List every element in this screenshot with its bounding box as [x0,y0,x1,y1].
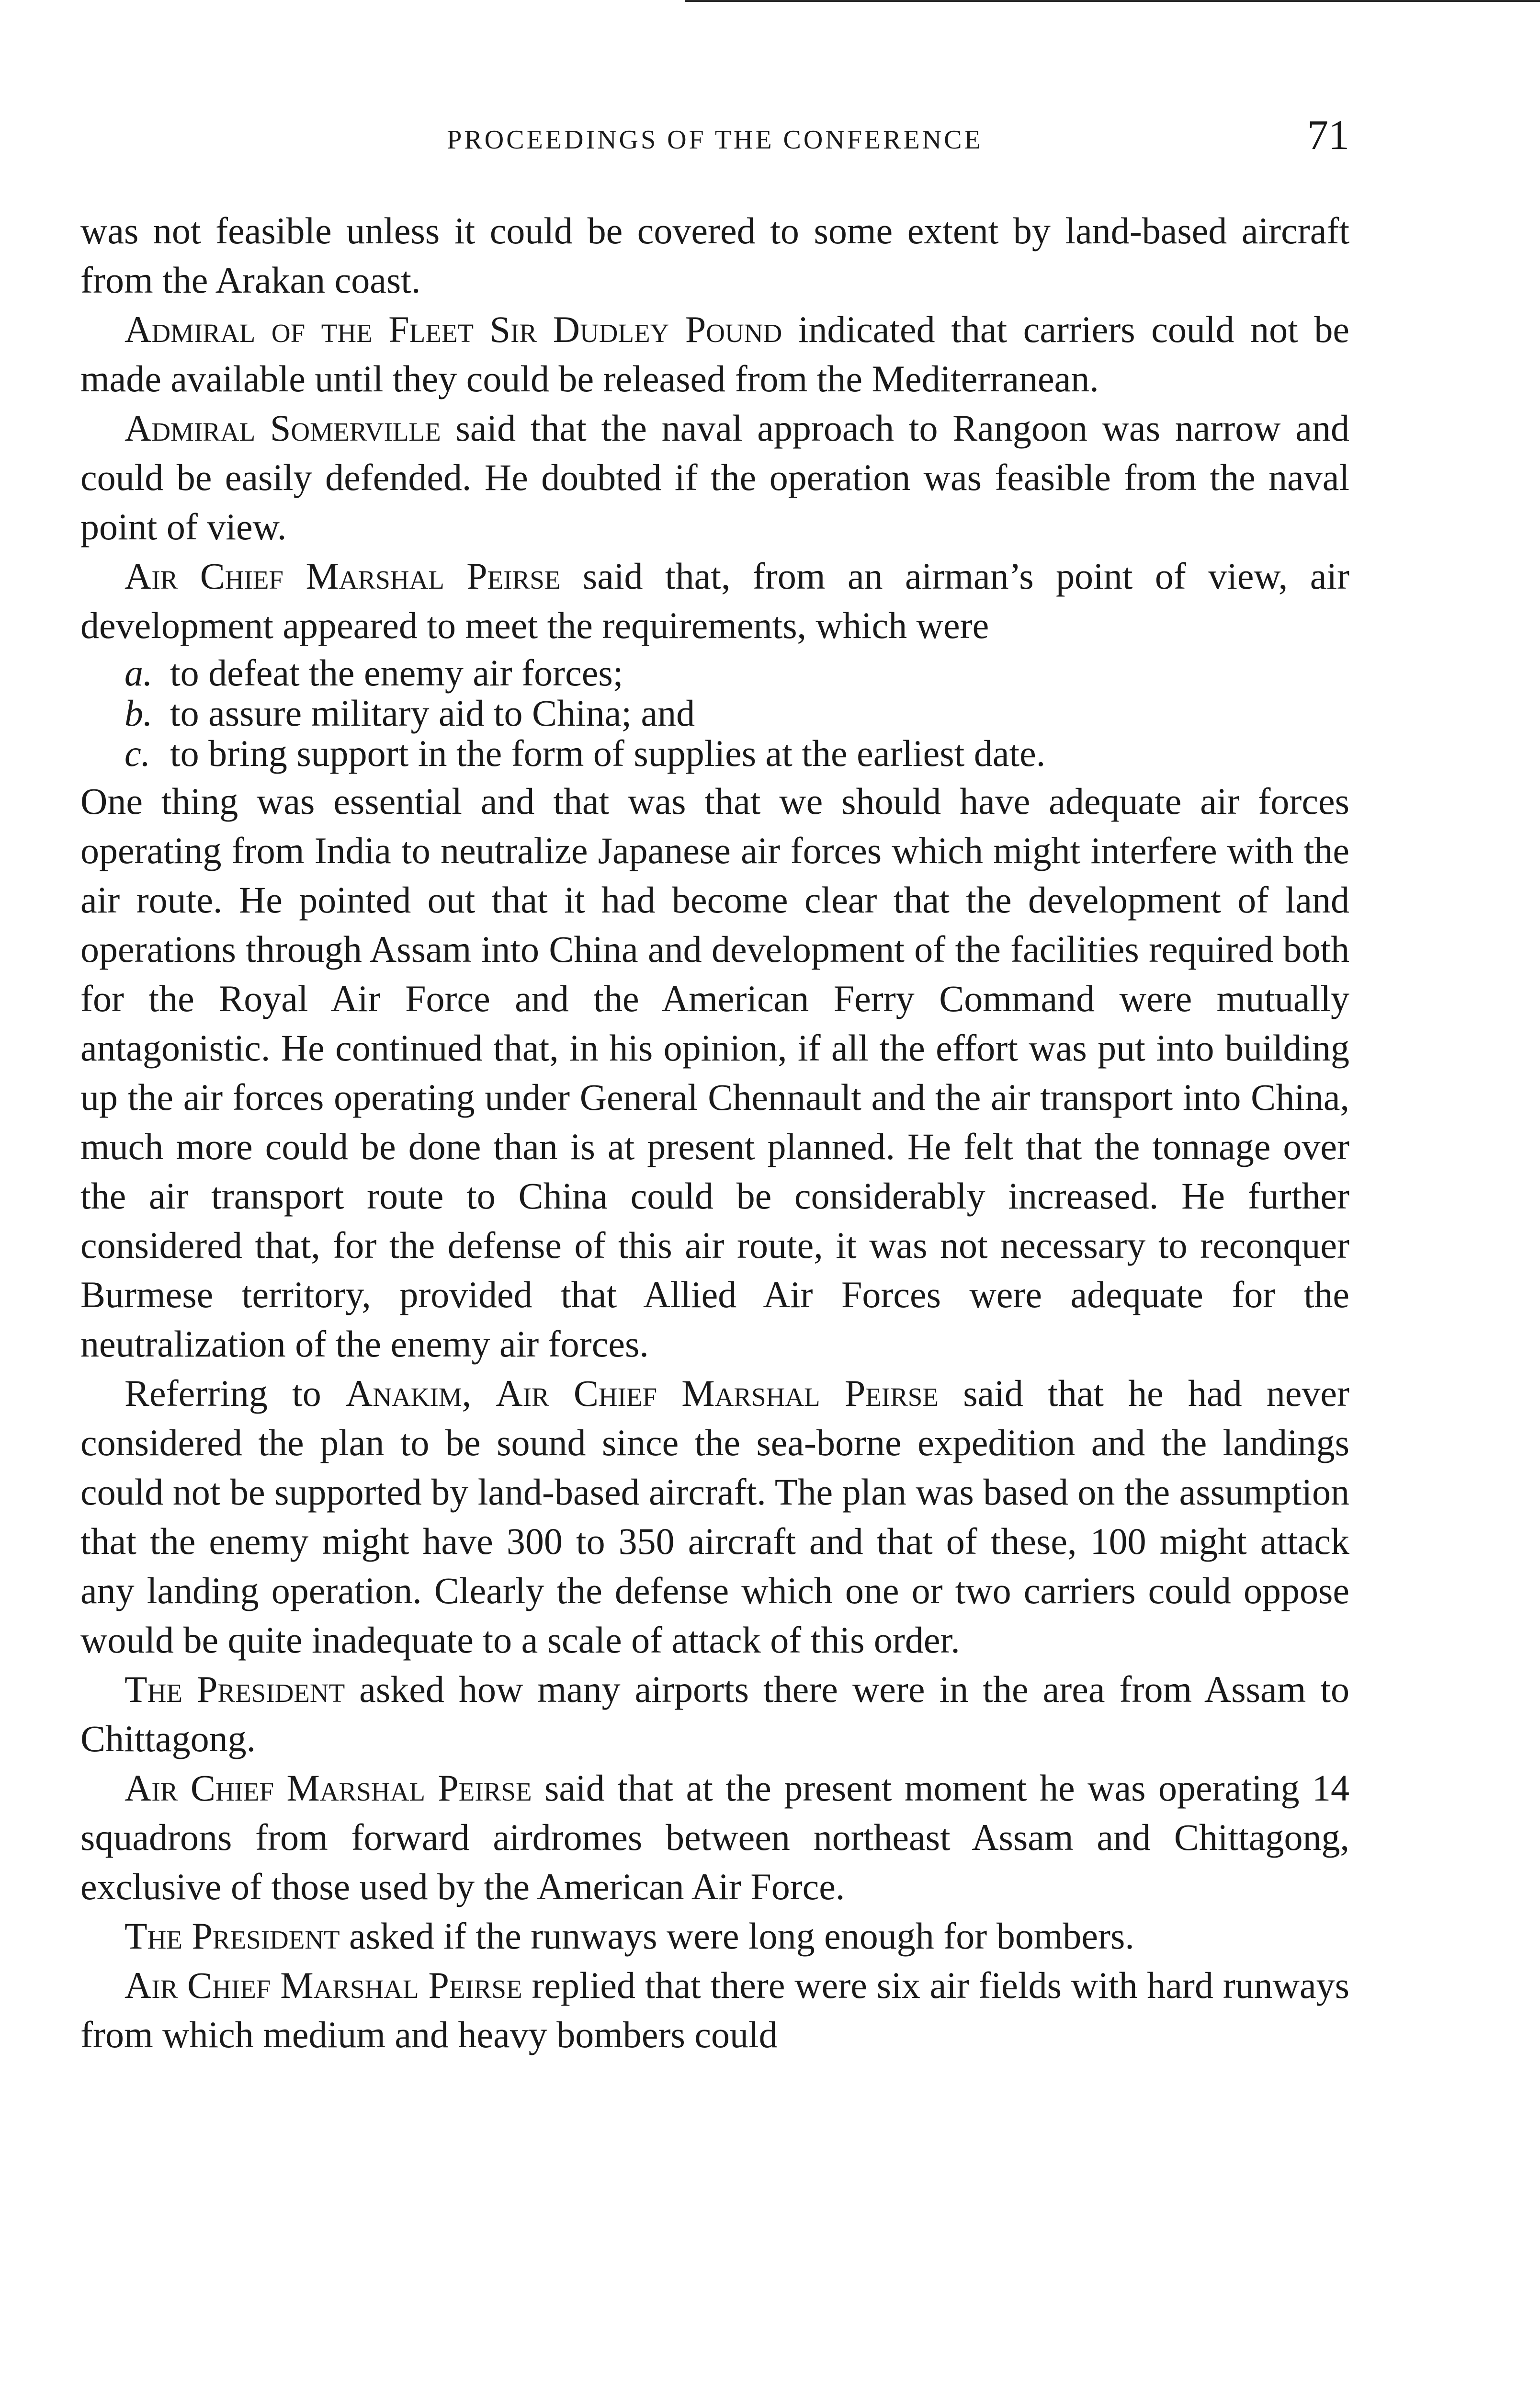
paragraph-text: asked if the runways were long enough for bombers. [340,1915,1134,1957]
speaker-name: Air Chief Marshal Peirse [125,1767,532,1809]
list-letter: c. [125,732,151,774]
paragraph-text: said that the naval approach to Rangoon was narrow and could be easily defended. He doubted if the operation was feasible from the naval point of view. [80,407,1349,547]
paragraph-text: said that, from an airman’s point of view, air development appeared to meet the requirements, which were [80,555,1349,646]
speaker-name: Air Chief Marshal Peirse [125,555,561,597]
list-item [125,693,1349,733]
speaker-name: The President [125,1915,340,1957]
paragraph-comma: , [462,1372,496,1414]
paragraph-9 [80,1911,1349,1961]
list-text: to bring support in the form of supplies at the earliest date. [170,732,1046,774]
list-letter: b. [125,692,153,734]
page-header [80,111,1349,173]
paragraph-7 [80,1665,1349,1763]
paragraph-1: was not feasible unless it could be covered to some extent by land-based aircraft from the Arakan coast. [80,210,1349,301]
list-text: to defeat the enemy air forces; [170,652,623,694]
paragraph-text: said that at the present moment he was operating 14 squadrons from forward airdromes between northeast Assam and Chittagong, exclusive of those used by the American Air Force. [80,1767,1349,1907]
top-rule [685,0,1540,2]
paragraph-text: said that he had never considered the plan to be sound since the sea-borne expedition and the landings could not be supported by land-based aircraft. The plan was based on the assumption that the enemy might have 300 to 350 aircraft and that of these, 100 might attack any landing operation. Clearly the defense which one or two carriers could oppose would be quite inadequate to a scale of attack of this order. [80,1372,1349,1661]
speaker-name: Admiral of the Fleet Sir Dudley Pound [125,308,782,350]
page-number: 71 [1307,112,1349,159]
paragraph-4 [80,551,1349,650]
paragraph-text: indicated that carriers could not be made available until they could be released from the Mediterranean. [80,308,1349,399]
speaker-name: Air Chief Marshal Peirse [125,1964,522,2006]
requirements-list [125,653,1349,774]
list-item [125,653,1349,693]
list-letter: a. [125,652,153,694]
speaker-name: Air Chief Marshal Peirse [496,1372,939,1414]
running-title: PROCEEDINGS OF THE CONFERENCE [447,125,983,155]
paragraph-lead: Referring to [125,1372,346,1414]
paragraph-10 [80,1961,1349,2059]
operation-name: Anakim [345,1372,462,1414]
body-text [80,206,1349,2059]
paragraph-3 [80,403,1349,551]
paragraph-8 [80,1763,1349,1911]
list-item [125,733,1349,774]
list-text: to assure military aid to China; and [170,692,695,734]
paragraph-text: asked how many airports there were in the area from Assam to Chittagong. [80,1668,1349,1759]
speaker-name: Admiral Somerville [125,407,441,449]
speaker-name: The President [125,1668,345,1710]
paragraph-text: replied that there were six air fields with hard runways from which medium and heavy bombers could [80,1964,1349,2055]
paragraph-2 [80,305,1349,403]
paragraph-6 [80,1369,1349,1665]
paragraph-5: One thing was essential and that was that we should have adequate air forces operating from India to neutralize Japanese air forces which might interfere with the air route. He pointed out that it had become clear that the development of land operations through Assam into China and development of the facilities required both for the Royal Air Force and the American Ferry Command were mutually antagonistic. He continued that, in his opinion, if all the effort was put into building up the air forces operating under General Chennault and the air transport into China, much more could be done than is at present planned. He felt that the tonnage over the air transport route to China could be considerably increased. He further considered that, for the defense of this air route, it was not necessary to reconquer Burmese territory, provided that Allied Air Forces were adequate for the neutralization of the enemy air forces. [80,780,1349,1365]
